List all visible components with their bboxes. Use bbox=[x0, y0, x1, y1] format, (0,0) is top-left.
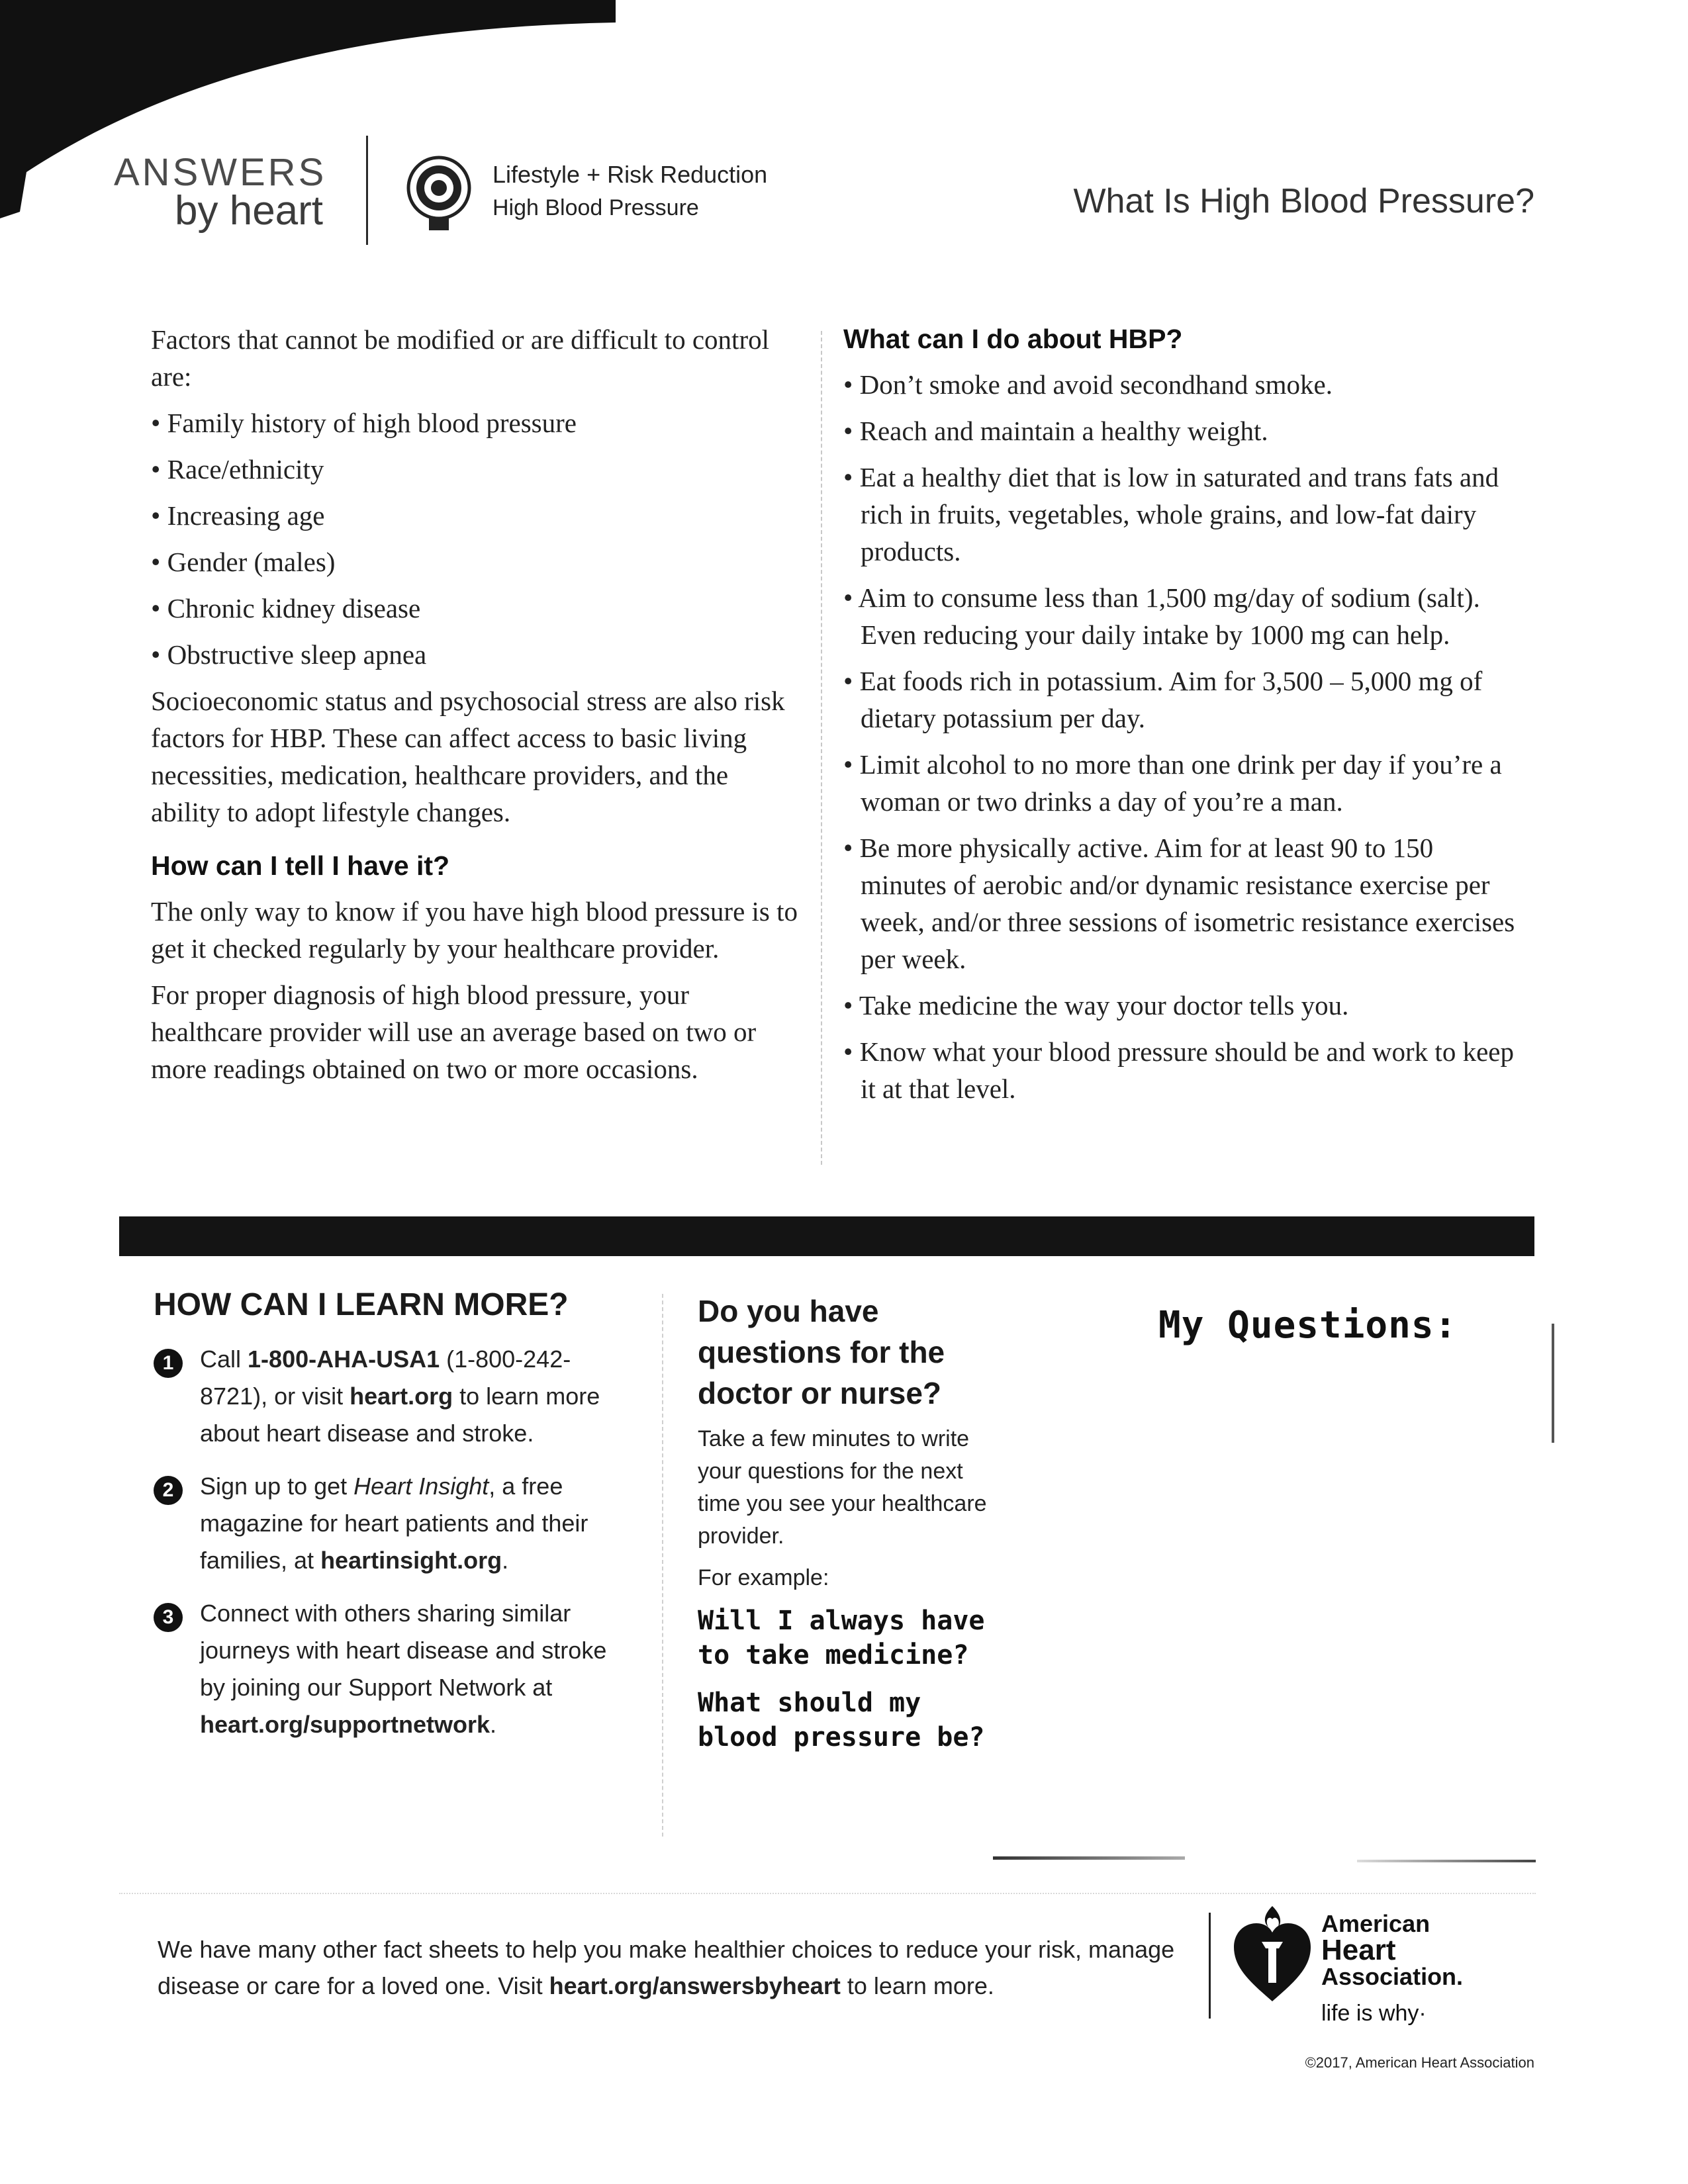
right-column bbox=[843, 321, 1525, 1116]
section-divider-band bbox=[119, 1216, 1534, 1256]
learn-more-section bbox=[154, 1289, 630, 1759]
list-item: • Obstructive sleep apnea bbox=[151, 639, 427, 670]
doctor-questions-section bbox=[698, 1291, 989, 1768]
list-item: • Take medicine the way your doctor tells you. bbox=[843, 990, 1349, 1021]
aha-wordmark: American Heart Association. bbox=[1321, 1910, 1464, 1990]
doctor-questions-text: Take a few minutes to write your questions for the next time you see your healthcare provider. bbox=[698, 1426, 987, 1549]
list-item: • Reach and maintain a healthy weight. bbox=[843, 416, 1268, 446]
my-questions-box-edge bbox=[1552, 1324, 1554, 1443]
tell-paragraph-1: The only way to know if you have high blood pressure is to get it checked regularly by your healthcare provider. bbox=[151, 896, 798, 964]
my-questions-bottom-line bbox=[993, 1856, 1185, 1860]
list-item: • Limit alcohol to no more than one drink per day if you’re a woman or two drinks a day of you’re a man. bbox=[843, 749, 1502, 817]
footer-rule bbox=[119, 1893, 1536, 1894]
list-item: • Be more physically active. Aim for at least 90 to 150 minutes of aerobic and/or dynamic resistance exercise per week, and/or three sessions of isometric resistance exercises per week. bbox=[843, 833, 1515, 974]
tell-paragraph-2: For proper diagnosis of high blood pressure, your healthcare provider will use an average based on two or more readings obtained on two or more occasions. bbox=[151, 979, 757, 1084]
support-network-link[interactable]: heart.org/supportnetwork bbox=[200, 1711, 491, 1738]
learn-step-1: 1 Call 1-800-AHA-USA1 (1-800-242-8721), or visit heart.org to learn more about heart disease and stroke. bbox=[154, 1341, 630, 1452]
aha-tagline: life is why· bbox=[1321, 2001, 1427, 2026]
topic-name: High Blood Pressure bbox=[492, 195, 699, 220]
list-item: • Aim to consume less than 1,500 mg/day of sodium (salt). Even reducing your daily intake by 1000 mg can help. bbox=[843, 582, 1480, 650]
list-item: • Increasing age bbox=[151, 500, 325, 531]
list-item: • Family history of high blood pressure bbox=[151, 408, 577, 438]
risk-factors-list bbox=[151, 404, 800, 673]
heartinsight-link[interactable]: heartinsight.org bbox=[320, 1547, 502, 1574]
learn-more-divider bbox=[662, 1294, 663, 1837]
socioeconomic-paragraph: Socioeconomic status and psychosocial stress are also risk factors for HBP. These can affect access to basic living necessities, medication, healthcare providers, and the ability to adopt lifestyle changes. bbox=[151, 686, 785, 827]
blood-pressure-gauge-icon bbox=[402, 154, 475, 233]
column-divider bbox=[821, 331, 822, 1165]
step-number-2-icon: 2 bbox=[154, 1476, 183, 1505]
tell-heading: How can I tell I have it? bbox=[151, 850, 450, 881]
list-item: • Eat foods rich in potassium. Aim for 3,500 – 5,000 mg of dietary potassium per day. bbox=[843, 666, 1483, 733]
doctor-questions-title: Do you have questions for the doctor or nurse? bbox=[698, 1294, 945, 1410]
list-item: • Gender (males) bbox=[151, 547, 336, 577]
learn-step-2: 2 Sign up to get Heart Insight, a free magazine for heart patients and their families, at heartinsight.org. bbox=[154, 1468, 630, 1579]
page-title: What Is High Blood Pressure? bbox=[1073, 182, 1534, 220]
risk-factors-intro: Factors that cannot be modified or are difficult to control are: bbox=[151, 324, 769, 392]
my-questions-bottom-line-right bbox=[1357, 1860, 1536, 1862]
my-questions-label: My Questions: bbox=[1158, 1304, 1458, 1347]
learn-more-title: HOW CAN I LEARN MORE? bbox=[154, 1287, 569, 1322]
learn-step-3: 3 Connect with others sharing similar journeys with heart disease and stroke by joining our Support Network at heart.org/supportnetwork. bbox=[154, 1595, 630, 1743]
step-number-1-icon: 1 bbox=[154, 1349, 183, 1378]
left-column bbox=[151, 321, 800, 1097]
what-can-i-do-heading: What can I do about HBP? bbox=[843, 324, 1183, 354]
list-item: • Don’t smoke and avoid secondhand smoke. bbox=[843, 369, 1333, 400]
footer-text: We have many other fact sheets to help you make healthier choices to reduce your risk, manage disease or care for a loved one. Visit heart.org/answersbyheart to learn more. bbox=[158, 1936, 1175, 1999]
step-number-3-icon: 3 bbox=[154, 1603, 183, 1632]
footer-divider bbox=[1209, 1913, 1211, 2019]
topic-category: Lifestyle + Risk Reduction bbox=[492, 161, 768, 188]
hbp-actions-list bbox=[843, 366, 1525, 1107]
list-item: • Eat a healthy diet that is low in saturated and trans fats and rich in fruits, vegetables, whole grains, and low-fat dairy products. bbox=[843, 462, 1499, 567]
example-question-2: What should my blood pressure be? bbox=[698, 1688, 985, 1752]
header-divider bbox=[366, 136, 368, 245]
heart-torch-logo-icon bbox=[1231, 1905, 1314, 2004]
copyright: ©2017, American Heart Association bbox=[1305, 2054, 1534, 2071]
phone-number[interactable]: 1-800-AHA-USA1 bbox=[248, 1345, 440, 1373]
answers-by-heart-link[interactable]: heart.org/answersbyheart bbox=[549, 1972, 841, 1999]
example-label: For example: bbox=[698, 1565, 829, 1590]
heart-org-link[interactable]: heart.org bbox=[350, 1383, 453, 1410]
example-question-1: Will I always have to take medicine? bbox=[698, 1606, 985, 1670]
brand-by-heart: by heart bbox=[175, 188, 324, 234]
brand-answers: ANSWERS bbox=[114, 151, 327, 194]
list-item: • Race/ethnicity bbox=[151, 454, 324, 484]
list-item: • Know what your blood pressure should be and work to keep it at that level. bbox=[843, 1036, 1514, 1104]
list-item: • Chronic kidney disease bbox=[151, 593, 421, 623]
